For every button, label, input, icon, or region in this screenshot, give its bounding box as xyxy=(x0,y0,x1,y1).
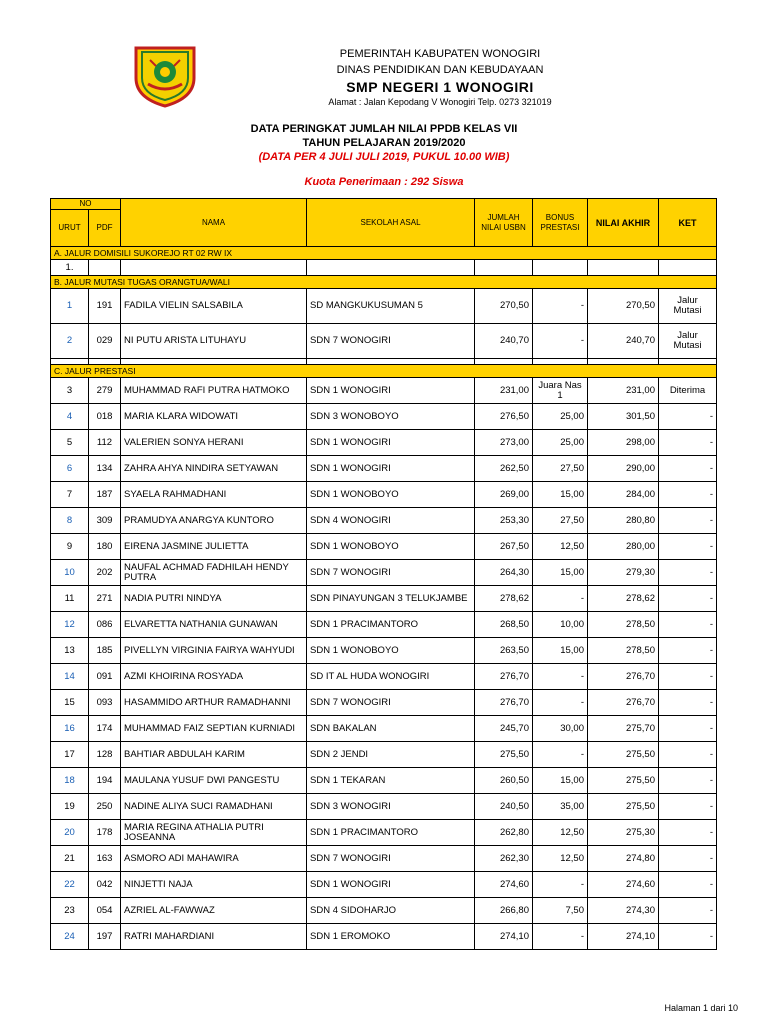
cell-bonus: 25,00 xyxy=(533,430,588,456)
cell-urut: 9 xyxy=(51,534,89,560)
cell-bonus: - xyxy=(533,289,588,324)
cell-akhir: 275,30 xyxy=(588,820,659,846)
table-row xyxy=(51,846,717,872)
cell-ket: - xyxy=(659,898,717,924)
cell-akhir: 290,00 xyxy=(588,456,659,482)
table-row xyxy=(51,586,717,612)
cell-sekolah: SDN 7 WONOGIRI xyxy=(307,324,475,359)
cell-pdf: 271 xyxy=(89,586,121,612)
cell-bonus: 25,00 xyxy=(533,404,588,430)
cell-akhir: 280,80 xyxy=(588,508,659,534)
row-no: 1. xyxy=(51,260,89,276)
cell-ket: - xyxy=(659,924,717,950)
cell-pdf: 187 xyxy=(89,482,121,508)
cell-sekolah: SDN 1 WONOGIRI xyxy=(307,378,475,404)
cell-jumlah: 240,70 xyxy=(475,324,533,359)
cell-nama: NADIA PUTRI NINDYA xyxy=(121,586,307,612)
cell-ket: Jalur Mutasi xyxy=(659,289,717,324)
cell-bonus: 15,00 xyxy=(533,768,588,794)
cell-jumlah: 273,00 xyxy=(475,430,533,456)
cell-bonus: - xyxy=(533,664,588,690)
cell-urut: 2 xyxy=(51,324,89,359)
cell-urut: 7 xyxy=(51,482,89,508)
cell-pdf: 191 xyxy=(89,289,121,324)
cell-ket: - xyxy=(659,664,717,690)
section-c-label: C. JALUR PRESTASI xyxy=(51,365,717,378)
cell-sekolah: SD MANGKUKUSUMAN 5 xyxy=(307,289,475,324)
cell-ket: - xyxy=(659,820,717,846)
table-row xyxy=(51,664,717,690)
page-number: Halaman 1 dari 10 xyxy=(664,1003,738,1013)
cell-bonus: - xyxy=(533,324,588,359)
cell-pdf: 163 xyxy=(89,846,121,872)
cell-bonus: Juara Nas 1 xyxy=(533,378,588,404)
cell-urut: 14 xyxy=(51,664,89,690)
cell-sekolah: SDN 1 WONOBOYO xyxy=(307,534,475,560)
cell-nama: VALERIEN SONYA HERANI xyxy=(121,430,307,456)
data-timestamp: (DATA PER 4 JULI JULI 2019, PUKUL 10.00 WIB) xyxy=(258,151,510,163)
cell-nama: MUHAMMAD FAIZ SEPTIAN KURNIADI xyxy=(121,716,307,742)
cell-urut: 15 xyxy=(51,690,89,716)
cell-akhir: 231,00 xyxy=(588,378,659,404)
cell-akhir: 280,00 xyxy=(588,534,659,560)
cell-nama: ELVARETTA NATHANIA GUNAWAN xyxy=(121,612,307,638)
table-row xyxy=(51,534,717,560)
col-no-header: NO xyxy=(51,199,121,210)
ranking-table xyxy=(50,198,717,950)
cell-urut: 24 xyxy=(51,924,89,950)
cell-ket: - xyxy=(659,638,717,664)
cell-ket: - xyxy=(659,586,717,612)
cell-pdf: 093 xyxy=(89,690,121,716)
letterhead xyxy=(0,0,768,120)
cell-jumlah: 262,80 xyxy=(475,820,533,846)
department-line: DINAS PENDIDIKAN DAN KEBUDAYAAN xyxy=(336,64,544,76)
cell-jumlah: 266,80 xyxy=(475,898,533,924)
cell-jumlah: 276,70 xyxy=(475,690,533,716)
cell-nama: NINJETTI NAJA xyxy=(121,872,307,898)
cell-jumlah: 231,00 xyxy=(475,378,533,404)
cell-akhir: 270,50 xyxy=(588,289,659,324)
cell-nama: HASAMMIDO ARTHUR RAMADHANNI xyxy=(121,690,307,716)
cell-bonus: 15,00 xyxy=(533,560,588,586)
table-row xyxy=(51,924,717,950)
cell-akhir: 274,60 xyxy=(588,872,659,898)
cell-nama: PIVELLYN VIRGINIA FAIRYA WAHYUDI xyxy=(121,638,307,664)
cell-jumlah: 268,50 xyxy=(475,612,533,638)
table-row xyxy=(51,638,717,664)
cell-nama: AZRIEL AL-FAWWAZ xyxy=(121,898,307,924)
cell-akhir: 275,50 xyxy=(588,768,659,794)
table-row xyxy=(51,742,717,768)
cell-sekolah: SD IT AL HUDA WONOGIRI xyxy=(307,664,475,690)
cell-ket: Jalur Mutasi xyxy=(659,324,717,359)
cell-jumlah: 278,62 xyxy=(475,586,533,612)
cell-pdf: 029 xyxy=(89,324,121,359)
cell-bonus: 27,50 xyxy=(533,456,588,482)
cell-urut: 4 xyxy=(51,404,89,430)
cell-pdf: 309 xyxy=(89,508,121,534)
cell-nama: AZMI KHOIRINA ROSYADA xyxy=(121,664,307,690)
cell-akhir: 240,70 xyxy=(588,324,659,359)
cell-urut: 12 xyxy=(51,612,89,638)
cell-sekolah: SDN 1 WONOGIRI xyxy=(307,456,475,482)
cell-ket: - xyxy=(659,846,717,872)
table-row xyxy=(51,820,717,846)
cell-bonus: 12,50 xyxy=(533,820,588,846)
cell-bonus: 35,00 xyxy=(533,794,588,820)
cell-jumlah: 267,50 xyxy=(475,534,533,560)
table-row xyxy=(51,898,717,924)
cell-jumlah: 274,60 xyxy=(475,872,533,898)
cell-jumlah: 275,50 xyxy=(475,742,533,768)
cell-jumlah: 245,70 xyxy=(475,716,533,742)
cell-ket: - xyxy=(659,716,717,742)
cell-ket: - xyxy=(659,612,717,638)
cell-nama: ASMORO ADI MAHAWIRA xyxy=(121,846,307,872)
table-row xyxy=(51,289,717,324)
cell-sekolah: SDN 2 JENDI xyxy=(307,742,475,768)
cell-jumlah: 264,30 xyxy=(475,560,533,586)
cell-ket: - xyxy=(659,534,717,560)
cell-bonus: - xyxy=(533,586,588,612)
school-name: SMP NEGERI 1 WONOGIRI xyxy=(346,79,534,95)
table-row xyxy=(51,612,717,638)
cell-akhir: 278,62 xyxy=(588,586,659,612)
cell-ket: - xyxy=(659,456,717,482)
cell-pdf: 178 xyxy=(89,820,121,846)
section-a-empty-row xyxy=(51,260,717,276)
cell-pdf: 180 xyxy=(89,534,121,560)
table-row xyxy=(51,430,717,456)
cell-akhir: 276,70 xyxy=(588,690,659,716)
cell-nama: NI PUTU ARISTA LITUHAYU xyxy=(121,324,307,359)
cell-pdf: 054 xyxy=(89,898,121,924)
cell-pdf: 279 xyxy=(89,378,121,404)
cell-akhir: 274,10 xyxy=(588,924,659,950)
cell-ket: - xyxy=(659,742,717,768)
cell-urut: 17 xyxy=(51,742,89,768)
cell-bonus: 12,50 xyxy=(533,846,588,872)
cell-ket: - xyxy=(659,690,717,716)
section-c-row xyxy=(51,365,717,378)
cell-sekolah: SDN 7 WONOGIRI xyxy=(307,690,475,716)
cell-urut: 23 xyxy=(51,898,89,924)
cell-akhir: 279,30 xyxy=(588,560,659,586)
cell-sekolah: SDN 3 WONOBOYO xyxy=(307,404,475,430)
government-line: PEMERINTAH KABUPATEN WONOGIRI xyxy=(339,48,541,60)
school-year: TAHUN PELAJARAN 2019/2020 xyxy=(302,137,466,149)
table-row xyxy=(51,324,717,359)
section-a-label: A. JALUR DOMISILI SUKOREJO RT 02 RW IX xyxy=(51,247,717,260)
col-sekolah-header: SEKOLAH ASAL xyxy=(307,199,475,247)
cell-akhir: 284,00 xyxy=(588,482,659,508)
cell-pdf: 086 xyxy=(89,612,121,638)
cell-sekolah: SDN 1 PRACIMANTORO xyxy=(307,820,475,846)
cell-akhir: 274,80 xyxy=(588,846,659,872)
cell-akhir: 275,50 xyxy=(588,742,659,768)
cell-jumlah: 276,70 xyxy=(475,664,533,690)
cell-sekolah: SDN 4 SIDOHARJO xyxy=(307,898,475,924)
cell-nama: NADINE ALIYA SUCI RAMADHANI xyxy=(121,794,307,820)
cell-sekolah: SDN BAKALAN xyxy=(307,716,475,742)
cell-akhir: 274,30 xyxy=(588,898,659,924)
cell-jumlah: 240,50 xyxy=(475,794,533,820)
cell-pdf: 197 xyxy=(89,924,121,950)
quota-text: Kuota Penerimaan : 292 Siswa xyxy=(304,176,464,188)
header-row-1 xyxy=(51,199,717,210)
cell-nama: BAHTIAR ABDULAH KARIM xyxy=(121,742,307,768)
cell-ket: - xyxy=(659,872,717,898)
cell-nama: MARIA REGINA ATHALIA PUTRI JOSEANNA xyxy=(121,820,307,846)
cell-akhir: 275,50 xyxy=(588,794,659,820)
cell-nama: MAULANA YUSUF DWI PANGESTU xyxy=(121,768,307,794)
cell-ket: - xyxy=(659,560,717,586)
cell-pdf: 202 xyxy=(89,560,121,586)
cell-pdf: 185 xyxy=(89,638,121,664)
cell-nama: NAUFAL ACHMAD FADHILAH HENDY PUTRA xyxy=(121,560,307,586)
cell-nama: MARIA KLARA WIDOWATI xyxy=(121,404,307,430)
table-row xyxy=(51,456,717,482)
cell-sekolah: SDN 1 EROMOKO xyxy=(307,924,475,950)
cell-sekolah: SDN 1 WONOGIRI xyxy=(307,872,475,898)
cell-pdf: 194 xyxy=(89,768,121,794)
school-address: Alamat : Jalan Kepodang V Wonogiri Telp. 0273 321019 xyxy=(328,97,552,107)
cell-sekolah: SDN 1 PRACIMANTORO xyxy=(307,612,475,638)
cell-bonus: 12,50 xyxy=(533,534,588,560)
col-akhir-header: NILAI AKHIR xyxy=(588,199,659,247)
cell-pdf: 042 xyxy=(89,872,121,898)
cell-jumlah: 270,50 xyxy=(475,289,533,324)
cell-bonus: - xyxy=(533,690,588,716)
cell-urut: 18 xyxy=(51,768,89,794)
cell-jumlah: 276,50 xyxy=(475,404,533,430)
cell-pdf: 091 xyxy=(89,664,121,690)
table-row xyxy=(51,768,717,794)
cell-akhir: 276,70 xyxy=(588,664,659,690)
cell-akhir: 298,00 xyxy=(588,430,659,456)
col-nama-header: NAMA xyxy=(121,199,307,247)
section-b-label: B. JALUR MUTASI TUGAS ORANGTUA/WALI xyxy=(51,276,717,289)
table-row xyxy=(51,560,717,586)
cell-bonus: - xyxy=(533,742,588,768)
cell-jumlah: 253,30 xyxy=(475,508,533,534)
col-jumlah-header: JUMLAH NILAI USBN xyxy=(475,199,533,247)
cell-jumlah: 260,50 xyxy=(475,768,533,794)
cell-ket: - xyxy=(659,508,717,534)
cell-jumlah: 269,00 xyxy=(475,482,533,508)
cell-sekolah: SDN 1 TEKARAN xyxy=(307,768,475,794)
cell-jumlah: 263,50 xyxy=(475,638,533,664)
section-b-row xyxy=(51,276,717,289)
cell-urut: 20 xyxy=(51,820,89,846)
col-ket-header: KET xyxy=(659,199,717,247)
col-bonus-header: BONUS PRESTASI xyxy=(533,199,588,247)
cell-nama: ZAHRA AHYA NINDIRA SETYAWAN xyxy=(121,456,307,482)
table-row xyxy=(51,508,717,534)
col-urut-header: URUT xyxy=(51,210,89,247)
cell-sekolah: SDN 1 WONOBOYO xyxy=(307,638,475,664)
cell-pdf: 128 xyxy=(89,742,121,768)
cell-bonus: 27,50 xyxy=(533,508,588,534)
cell-urut: 16 xyxy=(51,716,89,742)
cell-bonus: - xyxy=(533,924,588,950)
cell-sekolah: SDN 7 WONOGIRI xyxy=(307,846,475,872)
cell-nama: RATRI MAHARDIANI xyxy=(121,924,307,950)
cell-urut: 6 xyxy=(51,456,89,482)
cell-akhir: 278,50 xyxy=(588,612,659,638)
cell-akhir: 275,70 xyxy=(588,716,659,742)
cell-sekolah: SDN 4 WONOGIRI xyxy=(307,508,475,534)
cell-sekolah: SDN 1 WONOGIRI xyxy=(307,430,475,456)
cell-ket: - xyxy=(659,768,717,794)
cell-nama: PRAMUDYA ANARGYA KUNTORO xyxy=(121,508,307,534)
cell-urut: 19 xyxy=(51,794,89,820)
cell-nama: MUHAMMAD RAFI PUTRA HATMOKO xyxy=(121,378,307,404)
cell-sekolah: SDN 1 WONOBOYO xyxy=(307,482,475,508)
cell-jumlah: 262,50 xyxy=(475,456,533,482)
cell-ket: Diterima xyxy=(659,378,717,404)
cell-urut: 5 xyxy=(51,430,89,456)
cell-bonus: 15,00 xyxy=(533,638,588,664)
cell-urut: 1 xyxy=(51,289,89,324)
section-a-row xyxy=(51,247,717,260)
cell-sekolah: SDN PINAYUNGAN 3 TELUKJAMBE xyxy=(307,586,475,612)
cell-ket: - xyxy=(659,482,717,508)
cell-bonus: - xyxy=(533,872,588,898)
cell-bonus: 15,00 xyxy=(533,482,588,508)
cell-urut: 10 xyxy=(51,560,89,586)
cell-ket: - xyxy=(659,430,717,456)
cell-pdf: 134 xyxy=(89,456,121,482)
cell-sekolah: SDN 3 WONOGIRI xyxy=(307,794,475,820)
cell-urut: 22 xyxy=(51,872,89,898)
col-pdf-header: PDF xyxy=(89,210,121,247)
table-row xyxy=(51,794,717,820)
cell-akhir: 301,50 xyxy=(588,404,659,430)
cell-bonus: 10,00 xyxy=(533,612,588,638)
cell-urut: 8 xyxy=(51,508,89,534)
cell-pdf: 018 xyxy=(89,404,121,430)
cell-jumlah: 262,30 xyxy=(475,846,533,872)
cell-jumlah: 274,10 xyxy=(475,924,533,950)
table-row xyxy=(51,872,717,898)
table-row xyxy=(51,690,717,716)
cell-bonus: 30,00 xyxy=(533,716,588,742)
cell-nama: EIRENA JASMINE JULIETTA xyxy=(121,534,307,560)
table-row xyxy=(51,716,717,742)
cell-ket: - xyxy=(659,794,717,820)
cell-sekolah: SDN 7 WONOGIRI xyxy=(307,560,475,586)
cell-nama: FADILA VIELIN SALSABILA xyxy=(121,289,307,324)
cell-urut: 3 xyxy=(51,378,89,404)
cell-pdf: 174 xyxy=(89,716,121,742)
cell-akhir: 278,50 xyxy=(588,638,659,664)
cell-pdf: 112 xyxy=(89,430,121,456)
table-row xyxy=(51,482,717,508)
cell-urut: 21 xyxy=(51,846,89,872)
cell-urut: 11 xyxy=(51,586,89,612)
cell-bonus: 7,50 xyxy=(533,898,588,924)
table-row xyxy=(51,404,717,430)
document-title: DATA PERINGKAT JUMLAH NILAI PPDB KELAS VII xyxy=(250,123,518,135)
cell-ket: - xyxy=(659,404,717,430)
cell-nama: SYAELA RAHMADHANI xyxy=(121,482,307,508)
cell-urut: 13 xyxy=(51,638,89,664)
table-row xyxy=(51,378,717,404)
cell-pdf: 250 xyxy=(89,794,121,820)
